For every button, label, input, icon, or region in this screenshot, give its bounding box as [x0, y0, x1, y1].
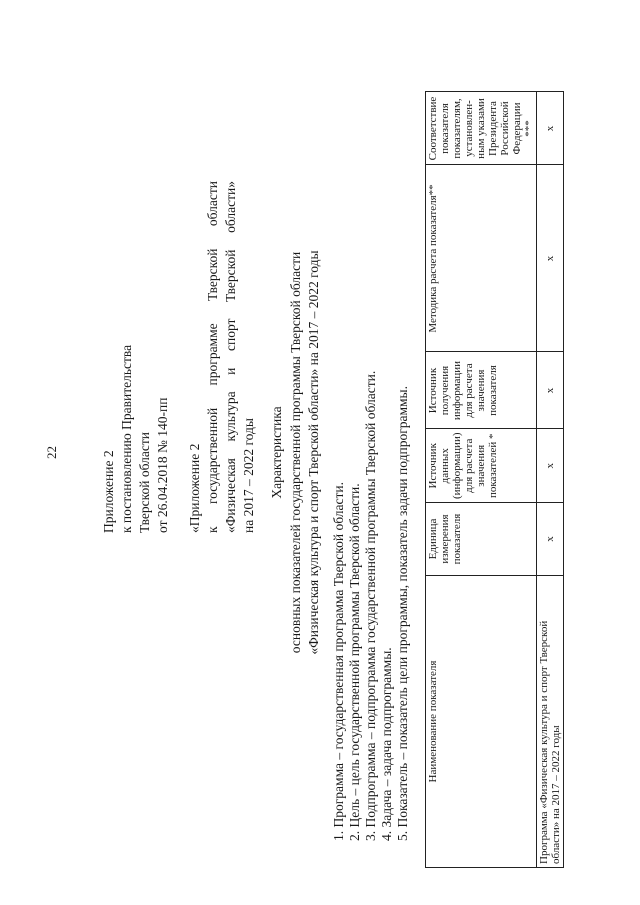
cell-presidential-compliance: х: [537, 92, 564, 165]
indicators-table: [425, 92, 564, 869]
cell-calculation-method: х: [537, 165, 564, 352]
definitions-list: [331, 371, 411, 841]
cell-data-source: х: [537, 429, 564, 503]
appendix-to-program-line-1: «Приложение 2: [187, 443, 202, 533]
definition-item: 5. Показатель – показатель цели программы, показатель задачи подпрограммы.: [395, 385, 410, 841]
definition-item: 2. Цель – цель государственной программы Тверской области.: [347, 483, 362, 841]
characteristic-subtitle-line-1: основных показателей государственной программы Тверской области: [288, 251, 303, 654]
header-info-source: Источник получения информации для расчета значения показателя: [426, 352, 537, 429]
appendix-to-program-line-4: на 2017 – 2022 годы: [241, 418, 256, 533]
appendix-to-resolution-line-2: к постановлению Правительства: [119, 344, 134, 533]
cell-indicator-name: Программа «Физическая культура и спорт Тверской области» на 2017 – 2022 годы: [537, 576, 564, 868]
cell-unit: х: [537, 503, 564, 576]
page-number: 22: [44, 446, 59, 459]
appendix-to-resolution: [100, 345, 172, 533]
appendix-to-resolution-line-4: от 26.04.2018 № 140-пп: [155, 397, 170, 533]
table-header-row: [426, 92, 537, 868]
table-row: [537, 92, 564, 868]
appendix-to-program-line-3: «Физическая культура и спорт Тверской области»: [223, 181, 238, 533]
appendix-to-program: [186, 181, 258, 533]
header-indicator-name: Наименование показателя: [426, 576, 537, 868]
definition-item: 3. Подпрограмма – подпрограмма государственной программы Тверской области.: [363, 370, 378, 841]
cell-info-source: х: [537, 352, 564, 429]
appendix-to-resolution-line-1: Приложение 2: [101, 450, 116, 533]
appendix-to-program-line-2: к государственной программе Тверской области: [205, 181, 220, 533]
header-unit: Единица измерения показателя: [426, 503, 537, 576]
header-calculation-method: Методика расчета показателя**: [426, 165, 537, 352]
appendix-to-resolution-line-3: Тверской области: [137, 432, 152, 533]
header-presidential-compliance: Соответствие показателя показателям, установлен-ным указами Президента Российской Федерации ***: [426, 92, 537, 165]
characteristic-title: Характеристика: [269, 406, 284, 499]
definition-item: 4. Задача – задача подпрограммы.: [379, 647, 394, 841]
definition-item: 1. Программа – государственная программа Тверской области.: [331, 481, 346, 841]
header-data-source: Источник данных (информации) для расчета значения показателей *: [426, 429, 537, 503]
characteristic-subtitle-line-2: «Физическая культура и спорт Тверской области» на 2017 – 2022 годы: [306, 250, 321, 655]
